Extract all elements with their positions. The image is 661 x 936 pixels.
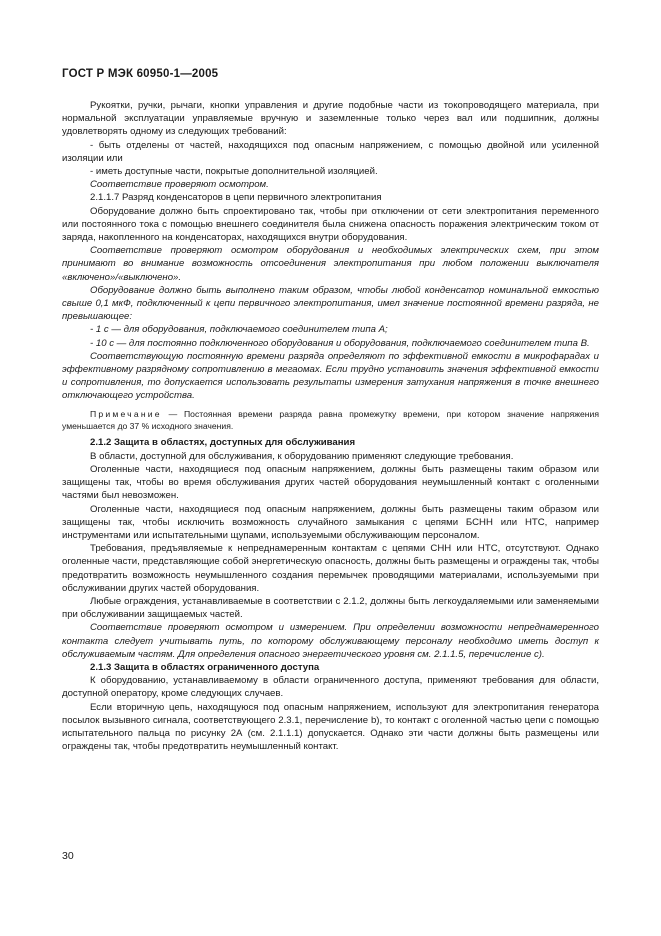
paragraph: Оголенные части, находящиеся под опасным напряжением, должны быть размещены таким образом или защищены так, чтобы во время обслуживания других частей оборудования неумышленный контакт с оголенными частями был невозможен. [62,463,599,502]
paragraph: Оборудование должно быть спроектировано так, чтобы при отключении от сети электропитания переменного или постоянного тока с помощью внешнего соединителя была снижена опасность поражения электрическим током от заряда, накопленного на конденсаторах, находящихся внутри оборудования. [62,205,599,244]
list-item: - иметь доступные части, покрытые дополнительной изоляцией. [90,166,378,178]
paragraph: Оборудование должно быть выполнено таким образом, чтобы любой конденсатор номинальной емкостью свыше 0,1 мкФ, подключенный к цепи первичного электропитания, имел значение постоянной времени разряда, не превышающее: [62,284,599,323]
clause-heading: 2.1.1.7 Разряд конденсаторов в цепи первичного электропитания [90,192,382,204]
paragraph: К оборудованию, устанавливаемому в области ограниченного доступа, применяют требования для области, доступной оператору, кроме следующих случаев. [62,675,599,700]
compliance-statement: Соответствие проверяют осмотром. [90,179,269,191]
note [62,408,599,433]
paragraph: Рукоятки, ручки, рычаги, кнопки управления и другие подобные части из токопроводящего материала, при нормальной эксплуатации управляемые вручную и заземленные только через вал или подшипник, должны удовлетворять одному из следующих требований: [62,100,599,138]
paragraph: Любые ограждения, устанавливаемые в соответствии с 2.1.2, должны быть легкоудаляемыми или заменяемыми при обслуживании защищаемых частей. [62,595,599,621]
page-number: 30 [62,850,74,862]
compliance-statement: Соответствие проверяют осмотром и измерением. При определении возможности непреднамеренного контакта следует учитывать путь, по которому обслуживающему персоналу необходимо иметь доступ к обслуживаемым частям. Для определения опасного энергетического уровня см. 2.1.1.5, перечисление с). [62,622,599,660]
paragraph: Если вторичную цепь, находящуюся под опасным напряжением, используют для электропитания генератора посылок вызывного сигнала, соответствующего 2.3.1, перечисление b), то контакт с оголенной частью цепи с помощью испытательного пальца по рисунку 2А (см. 2.1.1.1) допускается. Однако эти части должны быть размещены или ограждены так, чтобы предотвратить неумышленный контакт. [62,701,599,753]
paragraph: Оголенные части, находящиеся под опасным напряжением, должны быть размещены таким образом или защищены так, чтобы исключить возможность случайного замыкания с цепями БСНН или НТС, например инструментами или испытательными щупами, используемыми обслуживающим персоналом. [62,503,599,541]
section-heading: 2.1.2 Защита в областях, доступных для обслуживания [90,437,356,449]
list-item: - быть отделены от частей, находящихся под опасным напряжением, с помощью двойной или усиленной изоляции или [62,139,599,164]
paragraph: Требования, предъявляемые к непреднамеренным контактам с цепями СНН или НТС, отсутствуют. Однако оголенные части, представляющие собой энергетическую опасность, должны быть размещены и ограждены так, чтобы предотвратить возможность неумышленного создания перемычек проводящими материалами, используемыми при обслуживании других частей оборудования. [62,543,599,594]
note-label: Примечание [90,408,162,419]
compliance-statement: Соответствующую постоянную времени разряда определяют по эффективной емкости в микрофарадах и эффективному разрядному сопротивлению в мегаомах. Если трудно установить значения эффективной емкости и сопротивления, то допускается использовать результаты измерения затухания напряжения в точке внешнего отключающего устройства. [62,350,599,402]
document-body [62,99,599,753]
section-heading: 2.1.3 Защита в областях ограниченного доступа [90,661,320,673]
standard-header: ГОСТ Р МЭК 60950-1—2005 [62,68,219,80]
list-item: - 1 с — для оборудования, подключаемого соединителем типа А; [90,324,388,336]
paragraph: В области, доступной для обслуживания, к оборудованию применяют следующие требования. [90,450,514,462]
list-item: - 10 с — для постоянно подключенного оборудования и оборудования, подключаемого соединителем типа В. [90,337,590,349]
compliance-statement: Соответствие проверяют осмотром оборудования и необходимых электрических схем, при этом принимают во внимание возможность отсоединения электропитания при любом положении выключателя «включено»/«выключено». [62,245,599,283]
note-text: — Постоянная времени разряда равна промежутку времени, при котором значение напряжения уменьшается до 37 % исходного значения. [62,408,599,432]
